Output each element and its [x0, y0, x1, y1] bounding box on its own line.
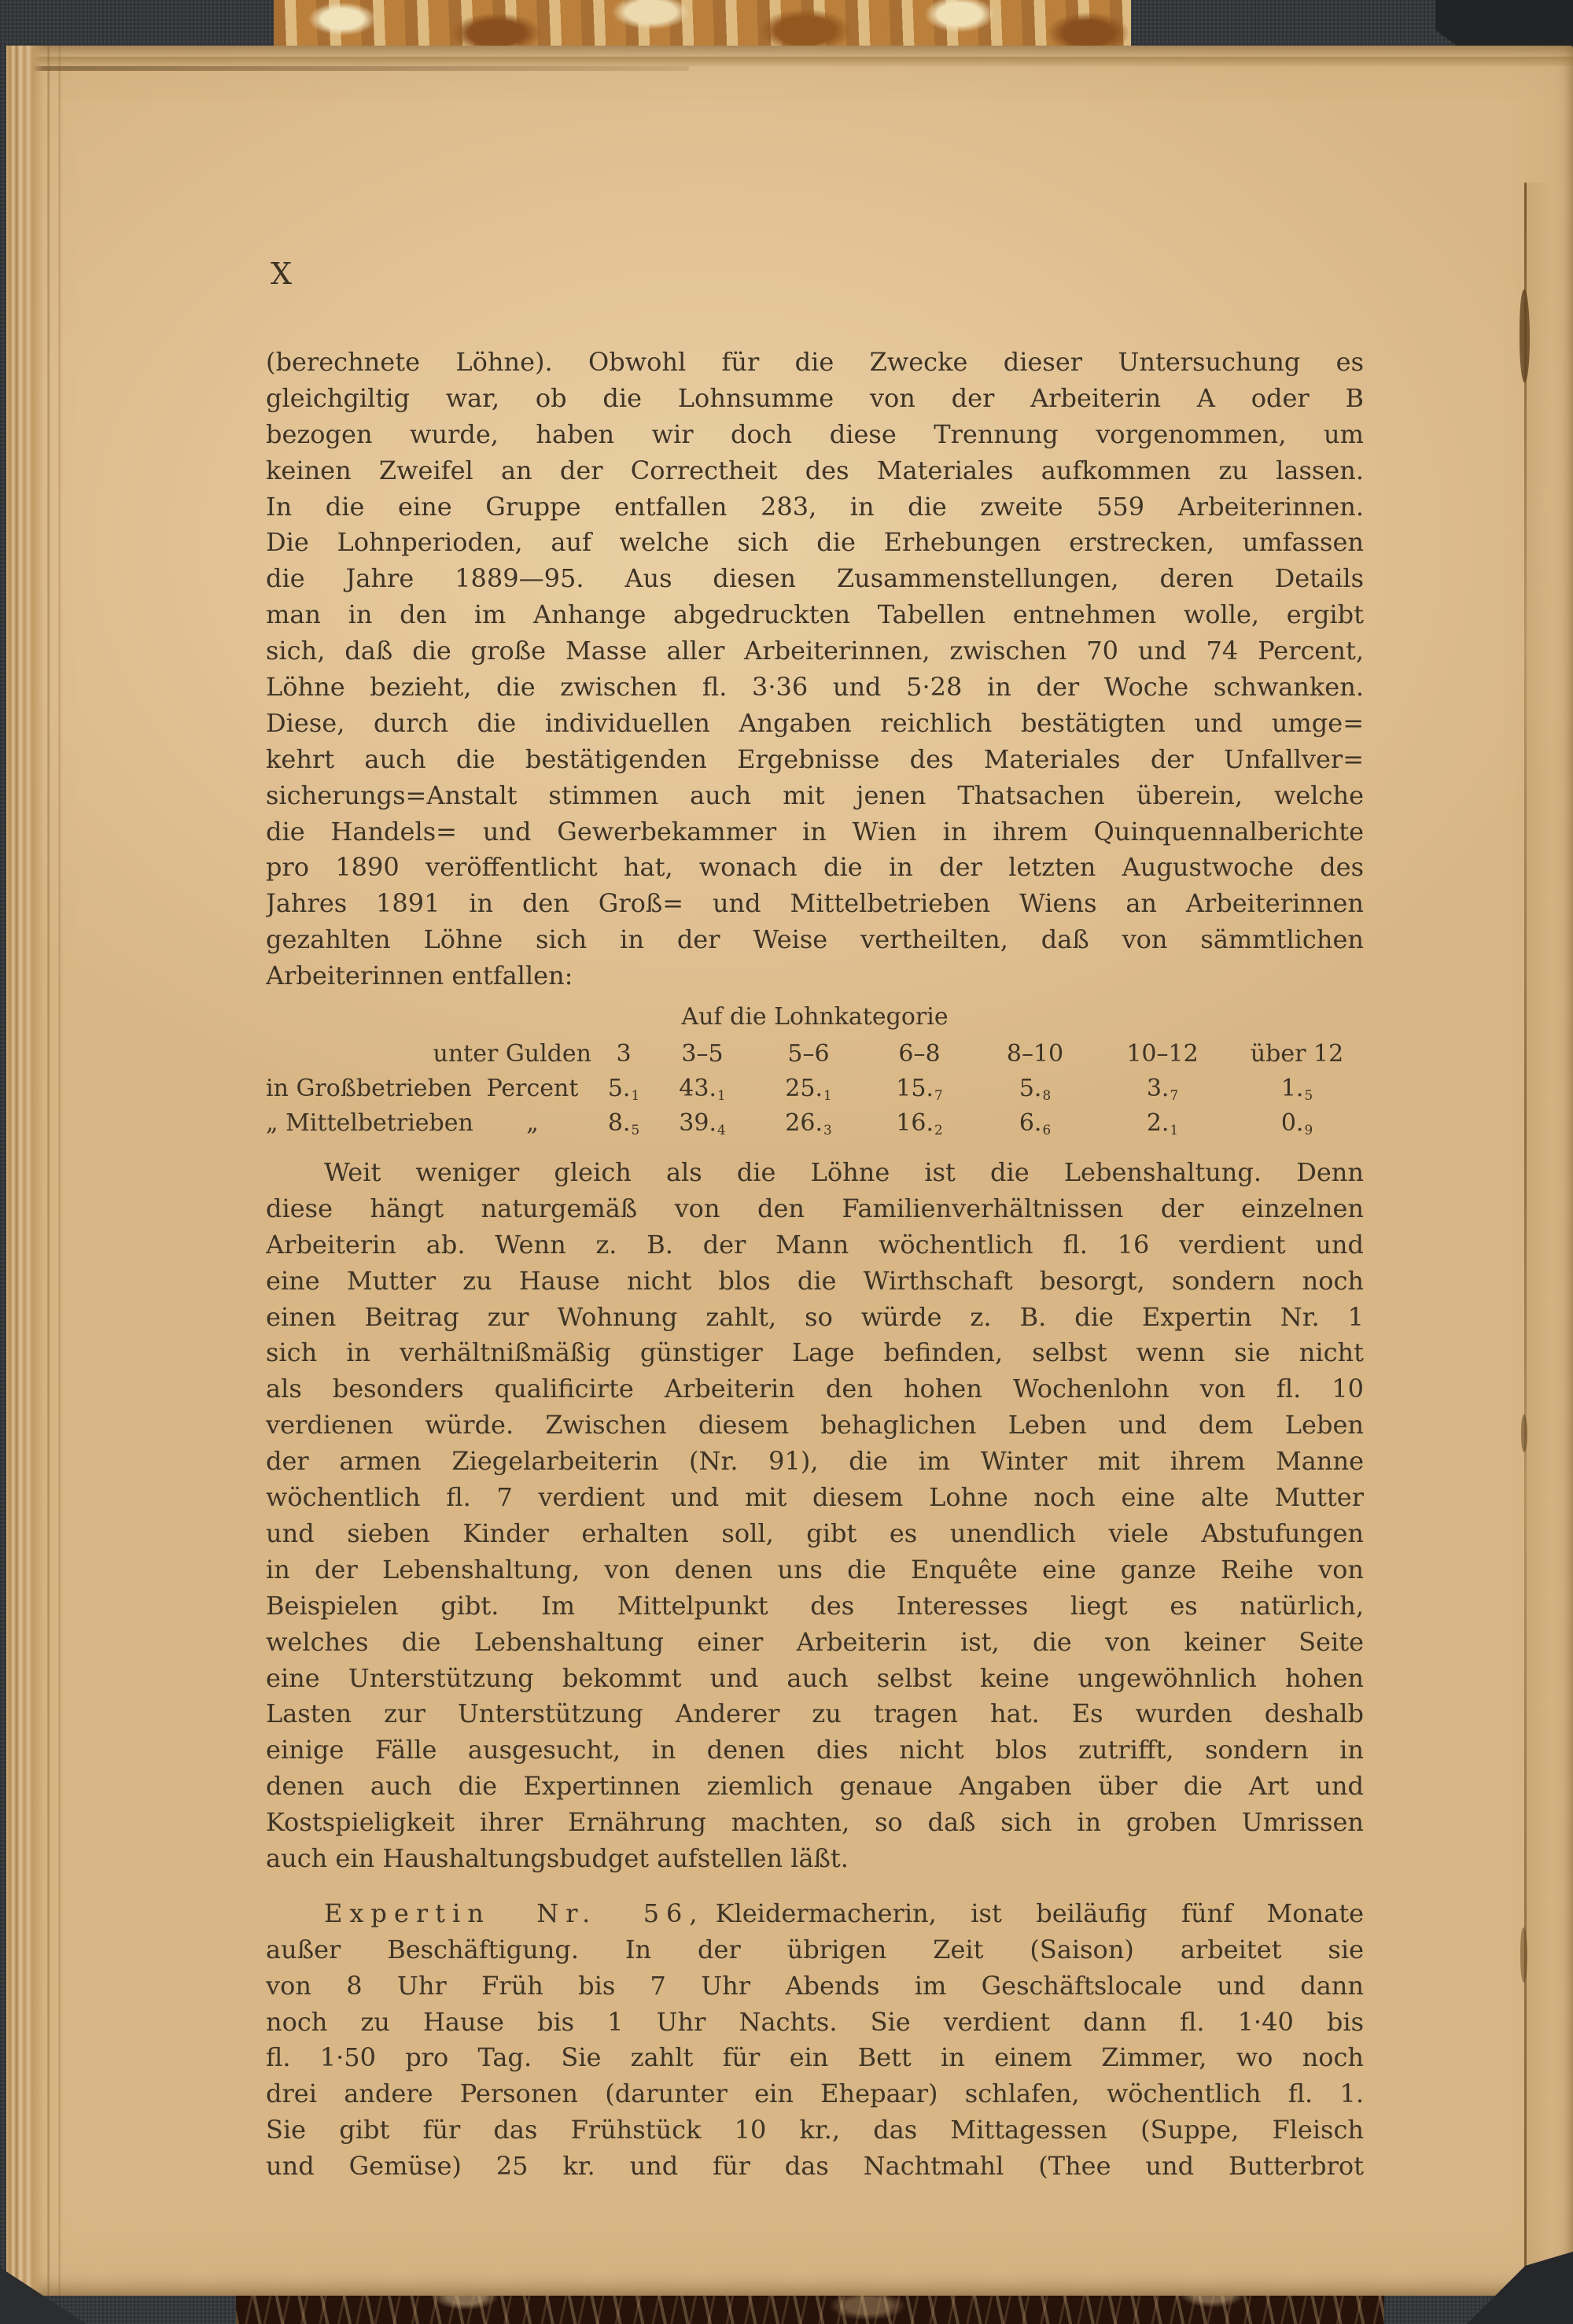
- decimal-subscript: 4: [717, 1122, 726, 1138]
- row-label-left: „ Mittelbetrieben: [266, 1109, 473, 1138]
- book-page: [6, 46, 1573, 2296]
- text-line: einige Fälle ausgesucht, in denen dies nicht blos zutrifft, sondern in: [266, 1735, 1364, 1765]
- text-line: gezahlten Löhne sich in der Weise vertheilten, daß von sämmtlichen: [266, 924, 1364, 955]
- marbled-cover-top: [274, 0, 1131, 47]
- text-line: In die eine Gruppe entfallen 283, in die zweite 559 Arbeiterinnen.: [266, 491, 1364, 522]
- paragraph: [266, 345, 1364, 994]
- text-line: auch ein Haushaltungsbudget aufstellen läßt.: [266, 1843, 849, 1873]
- decimal-subscript: 3: [823, 1122, 832, 1138]
- row-label-right: „: [526, 1109, 539, 1138]
- wage-category-header: 6–8: [898, 1040, 941, 1068]
- decimal-subscript: 7: [934, 1087, 943, 1104]
- text-line: der armen Ziegelarbeiterin (Nr. 91), die im Winter mit ihrem Manne: [266, 1446, 1364, 1477]
- text-line: Löhne bezieht, die zwischen fl. 3·36 und 5·28 in der Woche schwanken.: [266, 672, 1364, 703]
- wage-share-value: $3._7$: [1146, 1075, 1179, 1104]
- table-caption: Auf die Lohnkategorie: [681, 1003, 949, 1031]
- wage-row-label: [266, 1106, 596, 1141]
- wage-category-header: 3–5: [681, 1040, 724, 1068]
- text-line: sicherungs=Anstalt stimmen auch mit jenen Thatsachen überein, welche: [266, 780, 1364, 810]
- decimal-subscript: 7: [1170, 1087, 1179, 1104]
- text-line: Beispielen gibt. Im Mittelpunkt des Interesses liegt es natürlich,: [266, 1590, 1364, 1621]
- decimal-subscript: 1: [1170, 1122, 1179, 1138]
- wage-table-row: [266, 1072, 1364, 1106]
- page-top-smear: [13, 66, 689, 71]
- wage-share-value: $5._1$: [607, 1075, 640, 1104]
- text-line: die Handels= und Gewerbekammer in Wien in ihrem Quinquennalberichte: [266, 816, 1364, 847]
- text-line: eine Mutter zu Hause nicht blos die Wirthschaft besorgt, sondern noch: [266, 1265, 1364, 1296]
- text-line: man in den im Anhange abgedruckten Tabellen entnehmen wolle, ergibt: [266, 599, 1364, 630]
- wage-share-value: $43._1$: [679, 1075, 726, 1104]
- decimal-subscript: 1: [823, 1087, 832, 1104]
- text-line: Lasten zur Unterstützung Anderer zu tragen hat. Es wurden deshalb: [266, 1699, 1364, 1729]
- wage-share-value: $15._7$: [896, 1075, 943, 1104]
- wage-category-header: 8–10: [1006, 1040, 1064, 1068]
- text-line: bezogen wurde, haben wir doch diese Trennung vorgenommen, um: [266, 419, 1364, 449]
- wage-share-value: $16._2$: [896, 1109, 943, 1138]
- wage-share-value: $8._5$: [607, 1109, 640, 1138]
- text-line: noch zu Hause bis 1 Uhr Nachts. Sie verdient dann fl. 1·40 bis: [266, 2006, 1364, 2037]
- wage-share-value: $26._3$: [785, 1109, 832, 1138]
- text-line: außer Beschäftigung. In der übrigen Zeit (Saison) arbeitet sie: [266, 1934, 1364, 1964]
- wage-table-row: [266, 1106, 1364, 1141]
- spaced-lead: Expertin Nr. 56,: [324, 1898, 705, 1928]
- decimal-subscript: 8: [1042, 1087, 1052, 1104]
- text-line: gleichgiltig war, ob die Lohnsumme von der Arbeiterin A oder B: [266, 382, 1364, 413]
- text-line: Diese, durch die individuellen Angaben reichlich bestätigten und umge=: [266, 707, 1364, 738]
- wage-category-header: über 12: [1250, 1040, 1344, 1068]
- decimal-subscript: 1: [717, 1087, 726, 1104]
- text-line: keinen Zweifel an der Correctheit des Materiales aufkommen zu lassen.: [266, 455, 1364, 485]
- text-line: Kostspieligkeit ihrer Ernährung machten, so daß sich in groben Umrissen: [266, 1807, 1364, 1838]
- text-line: kehrt auch die bestätigenden Ergebnisse des Materiales der Unfallver=: [266, 743, 1364, 774]
- wage-table: [266, 1037, 1364, 1141]
- text-line: welches die Lebenshaltung einer Arbeiterin ist, die von keiner Seite: [266, 1626, 1364, 1657]
- text-line: denen auch die Expertinnen ziemlich genaue Angaben über die Art und: [266, 1771, 1364, 1802]
- page-edge-stack: [6, 46, 88, 2296]
- wage-row-label: [266, 1072, 596, 1106]
- text-line: Jahres 1891 in den Groß= und Mittelbetrieben Wiens an Arbeiterinnen: [266, 888, 1364, 919]
- text-line: von 8 Uhr Früh bis 7 Uhr Abends im Geschäftslocale und dann: [266, 1970, 1364, 2001]
- text-line: drei andere Personen (darunter ein Ehepaar) schlafen, wöchentlich fl. 1.: [266, 2079, 1364, 2109]
- row-label-left: in Großbetrieben: [266, 1075, 472, 1103]
- decimal-subscript: 5: [1304, 1087, 1313, 1104]
- text-line: verdienen würde. Zwischen diesem behaglichen Leben und dem Leben: [266, 1410, 1364, 1441]
- text-line: diese hängt naturgemäß von den Familienverhältnissen der einzelnen: [266, 1193, 1364, 1223]
- text-line: Sie gibt für das Frühstück 10 kr., das Mittagessen (Suppe, Fleisch: [266, 2115, 1364, 2145]
- decimal-subscript: 9: [1304, 1122, 1313, 1138]
- wage-category-header: 10–12: [1126, 1040, 1199, 1068]
- paragraph: [266, 1896, 1364, 2185]
- wage-share-value: $6._6$: [1019, 1109, 1052, 1138]
- paragraph: [266, 1155, 1364, 1877]
- text-line: wöchentlich fl. 7 verdient und mit diesem Lohne noch eine alte Mutter: [266, 1482, 1364, 1513]
- text-line: und Gemüse) 25 kr. und für das Nachtmahl (Thee und Butterbrot: [266, 2151, 1364, 2182]
- text-line: Arbeiterinnen entfallen:: [266, 961, 573, 991]
- wage-share-value: $1._5$: [1280, 1075, 1313, 1104]
- wage-category-header: 5–6: [787, 1040, 830, 1068]
- wage-table-header-label: unter Gulden: [433, 1040, 591, 1068]
- wage-share-value: $2._1$: [1146, 1109, 1179, 1138]
- row-label-right: Percent: [486, 1075, 579, 1103]
- wage-category-header: 3: [616, 1040, 632, 1068]
- ink-blemish: [1520, 290, 1530, 382]
- text-line: die Jahre 1889—95. Aus diesen Zusammenstellungen, deren Details: [266, 563, 1364, 594]
- ink-blemish: [1520, 1927, 1527, 1983]
- text-line: (berechnete Löhne). Obwohl für die Zwecke dieser Untersuchung es: [266, 347, 1364, 377]
- text-line: [266, 1896, 1364, 1932]
- line-rest: Kleidermacherin, ist beiläufig fünf Monate: [715, 1898, 1364, 1928]
- decimal-subscript: 6: [1042, 1122, 1052, 1138]
- decimal-subscript: 2: [934, 1122, 943, 1138]
- text-line: sich in verhältnißmäßig günstiger Lage befinden, selbst wenn sie nicht: [266, 1337, 1364, 1368]
- text-line: in der Lebenshaltung, von denen uns die Enquête eine ganze Reihe von: [266, 1554, 1364, 1584]
- page-crease-shadow: [1527, 183, 1550, 2304]
- text-line: eine Unterstützung bekommt und auch selbst keine ungewöhnlich hohen: [266, 1662, 1364, 1693]
- wage-share-value: $5._8$: [1019, 1075, 1052, 1104]
- text-line: Weit weniger gleich als die Löhne ist die Lebenshaltung. Denn: [324, 1157, 1364, 1188]
- text-line: einen Beitrag zur Wohnung zahlt, so würde z. B. die Expertin Nr. 1: [266, 1301, 1364, 1332]
- wage-share-value: $25._1$: [785, 1075, 832, 1104]
- wage-share-value: $39._4$: [679, 1109, 726, 1138]
- page-number: X: [271, 256, 293, 291]
- decimal-subscript: 1: [631, 1087, 640, 1104]
- page-top-edge: [6, 57, 1573, 66]
- text-line: Die Lohnperioden, auf welche sich die Erhebungen erstrecken, umfassen: [266, 527, 1364, 558]
- wage-table-header-row: [266, 1037, 1364, 1072]
- text-line: und sieben Kinder erhalten soll, gibt es unendlich viele Abstufungen: [266, 1518, 1364, 1548]
- wage-share-value: $0._9$: [1280, 1109, 1313, 1138]
- text-line: pro 1890 veröffentlicht hat, wonach die in der letzten Augustwoche des: [266, 852, 1364, 883]
- text-block: [266, 345, 1364, 2185]
- ink-blemish: [1521, 1415, 1527, 1452]
- text-line: als besonders qualificirte Arbeiterin den hohen Wochenlohn von fl. 10: [266, 1374, 1364, 1404]
- decimal-subscript: 5: [631, 1122, 640, 1138]
- text-line: fl. 1·50 pro Tag. Sie zahlt für ein Bett in einem Zimmer, wo noch: [266, 2042, 1364, 2073]
- text-line: sich, daß die große Masse aller Arbeiterinnen, zwischen 70 und 74 Percent,: [266, 636, 1364, 666]
- text-line: Arbeiterin ab. Wenn z. B. der Mann wöchentlich fl. 16 verdient und: [266, 1229, 1364, 1260]
